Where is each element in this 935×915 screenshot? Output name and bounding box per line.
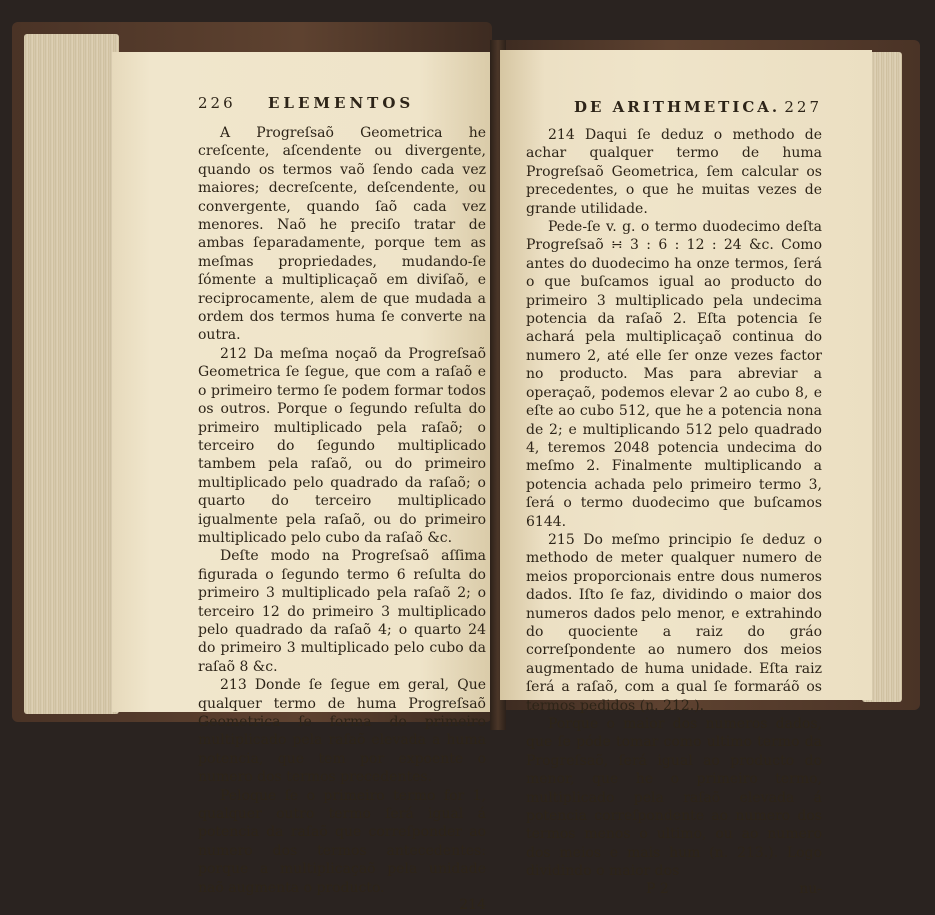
left-page-text xyxy=(198,124,486,897)
right-running-title: DE ARITHMETICA. xyxy=(574,98,781,116)
catchword: 214 xyxy=(459,897,486,914)
right-page-number: 227 xyxy=(784,98,822,116)
paragraph: A Progreſsaõ Geometrica he creſcente, aſcendente ou divergente, quando os termos vaõ ſendo cada vez maiores; decreſcente, deſcendente, ou convergente, quando ſaõ cada vez menores. Naõ he preciſo tratar de ambas ſeparadamente, porque tem as meſmas propriedades, mudando-ſe ſómente a multiplicaçaõ em diviſaõ, e reciprocamente, alem de que mudada a ordem dos termos huma ſe converte na outra. xyxy=(198,125,486,344)
right-page-text xyxy=(526,126,822,881)
paragraph: Porque o maior dos numeros dados, que ſe póde tomar como ultimo termo da Progreſsaõ, ſerá igual ao producto do menor, que he o primeiro termo, multiplicado pela raſaõ elevada á potencia correſpondente ao numero dos termos menos o ultimo, ou ao numero dos meios e mais hum (n. 213.). Logo dividindo o maior dos xyxy=(526,716,822,880)
paragraph: 214 Daqui ſe deduz o methodo de achar qualquer termo de huma Progreſsaõ Geometrica, ſem calcular os precedentes, o que he muitas vezes de grande utilidade. xyxy=(526,127,822,217)
right-page-footer xyxy=(526,881,822,899)
paragraph: 215 Do meſmo principio ſe deduz o methodo de meter qualquer numero de meios proporcionais entre dous numeros dados. Iſto ſe faz, dividindo o maior dos numeros dados pelo menor, e extrahindo do quociente a raiz do gráo correſpondente ao numero dos meios augmentado de huma unidade. Eſta raiz ſerá a raſaõ, com a qual ſe formaráõ os termos pedidos (n. 212.). xyxy=(526,531,822,714)
left-page-number: 226 xyxy=(198,94,236,112)
right-page xyxy=(500,50,872,897)
left-page xyxy=(112,52,496,914)
right-page-header xyxy=(526,98,822,118)
left-running-title: ELEMENTOS xyxy=(268,94,415,112)
paragraph: Deſte modo na Progreſsaõ aſſima figurada o ſegundo termo 6 reſulta do primeiro 3 multiplicado pela raſaõ 2; o terceiro 12 do primeiro 3 multiplicado pelo quadrado da raſaõ 4; o quarto 24 do primeiro 3 multiplicado pelo cubo da raſaõ 8 &c. xyxy=(198,548,486,675)
paragraph: 213 Donde ſe ſegue em geral, Que qualquer termo de huma Progreſsaõ Geometrica ſe forma do primeiro multiplicado pela raſaõ elevada a huma potencia, que tem por expoente o numero dos termos precedentes. xyxy=(198,677,486,786)
paragraph: 212 Da meſma noçaõ da Progreſsaõ Geometrica ſe ſegue, que com a raſaõ e o primeiro termo ſe podem formar todos os outros. Porque o ſegundo reſulta do primeiro multiplicado pela raſaõ; o terceiro do ſegundo multiplicado tambem pela raſaõ, ou do primeiro multiplicado pelo quadrado da raſaõ; o quarto do terceiro multiplicado igualmente pela raſaõ, ou do primeiro multiplicado pelo cubo da raſaõ &c. xyxy=(198,345,486,546)
paragraph: Peloque ſe o primeiro termo for 1, qualquer outro termo ſerá igual á potencia da raſaõ que correſponder ao numero dos termos antecedentes: porque a multiplicaçaõ pela unidade naõ augmenta o producto. xyxy=(198,787,486,896)
left-page-edges xyxy=(24,34,119,714)
signature-mark: P 2 xyxy=(646,880,669,897)
paragraph: Pede-ſe v. g. o termo duodecimo deſta Progreſsaõ ∺ 3 : 6 : 12 : 24 &c. Como antes do duodecimo ha onze termos, ſerá o que buſcamos igual ao producto do primeiro 3 multiplicado pela undecima potencia da raſaõ 2. Eſta potencia ſe achará pela multiplicaçaõ continua do numero 2, até elle ſer onze vezes factor no producto. Mas para abreviar a operaçaõ, podemos elevar 2 ao cubo 8, e eſte ao cubo 512, que he a potencia nona de 2; e multiplicando 512 pelo quadrado 4, teremos 2048 potencia undecima do meſmo 2. Finalmente multiplicando a potencia achada pelo primeiro termo 3, ſerá o termo duodecimo que buſcamos 6144. xyxy=(526,219,822,530)
catchword: nu- xyxy=(799,880,822,897)
left-page-footer xyxy=(198,897,486,915)
left-page-header xyxy=(198,94,486,114)
